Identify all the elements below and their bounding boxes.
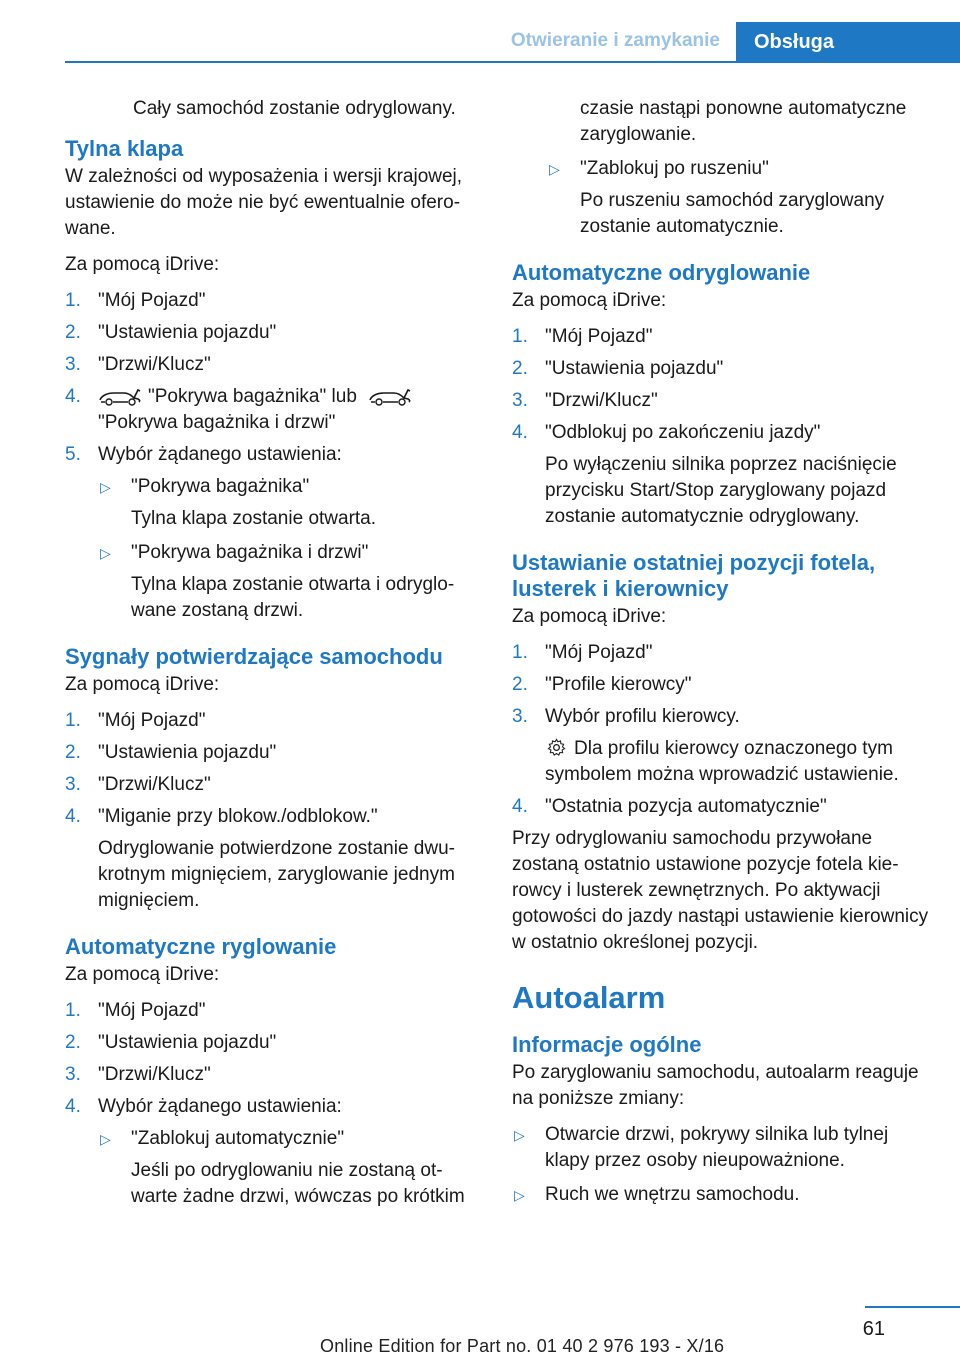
list-item xyxy=(512,1122,930,1174)
step-number: 2. xyxy=(512,358,528,379)
step-desc xyxy=(545,736,930,788)
step-text: Wybór żądanego ustawienia: xyxy=(98,1096,342,1117)
step-number: 4. xyxy=(65,806,81,827)
option-label: "Pokrywa bagażnika" xyxy=(131,476,310,497)
autolock-options xyxy=(98,1126,480,1210)
autounlock-via: Za pomocą iDrive: xyxy=(512,290,667,311)
list-item xyxy=(65,1094,480,1210)
list-item xyxy=(65,804,480,914)
step-text: "Pokrywa bagażnika" lub xyxy=(148,386,357,407)
step-desc: Odryglowanie potwierdzone zostanie dwukrotnym mignięciem, zaryglowanie jednym mignięciem. xyxy=(98,838,455,911)
step-text: "Drzwi/Klucz" xyxy=(545,390,658,411)
step-text: "Profile kierowcy" xyxy=(545,674,692,695)
step-number: 2. xyxy=(65,322,81,343)
step-number: 4. xyxy=(512,796,528,817)
step-text: "Ustawienia pojazdu" xyxy=(98,742,277,763)
autolock-via: Za pomocą iDrive: xyxy=(65,964,220,985)
list-item xyxy=(512,704,930,788)
tailgate-heading: Tylna klapa xyxy=(65,136,184,161)
list-item xyxy=(65,772,480,798)
item-text: Otwarcie drzwi, pokrywy silnika lub tylnej klapy przez osoby nieupoważnione. xyxy=(545,1124,889,1171)
step-number: 4. xyxy=(512,422,528,443)
step-number: 1. xyxy=(65,1000,81,1021)
step-text: "Ustawienia pojazdu" xyxy=(98,322,277,343)
step-number: 3. xyxy=(65,774,81,795)
tailgate-para: W zależności od wyposażenia i wersji krajowej, ustawienie do może nie być ewentualnie oferowane. xyxy=(65,166,463,239)
step-text: "Mój Pojazd" xyxy=(98,290,206,311)
header-tab-label: Obsługa xyxy=(754,31,835,53)
step-text: Wybór profilu kierowcy. xyxy=(545,706,740,727)
car-tailgate-icon xyxy=(98,386,142,406)
triangle-right-icon: ▷ xyxy=(514,1127,525,1143)
step-number: 4. xyxy=(65,386,81,407)
list-item xyxy=(512,324,930,350)
list-item xyxy=(512,672,930,698)
page-number: 61 xyxy=(862,1318,885,1340)
left-column xyxy=(65,96,480,1218)
list-item xyxy=(65,1030,480,1056)
step-note: Dla profilu kierowcy oznaczonego tym symbolem można wprowadzić ustawienie. xyxy=(545,738,899,785)
list-item xyxy=(512,640,930,666)
footer-edition: Online Edition for Part no. 01 40 2 976 193 - X/16 xyxy=(320,1336,725,1356)
triangle-right-icon: ▷ xyxy=(100,545,111,561)
step-number: 1. xyxy=(512,642,528,663)
autolock-heading: Automatyczne ryglowanie xyxy=(65,934,337,959)
alarm-heading: Autoalarm xyxy=(512,980,666,1015)
autolock-options-continued xyxy=(512,156,930,240)
list-item xyxy=(65,320,480,346)
step-number: 5. xyxy=(65,444,81,465)
lastpos-para: Przy odryglowaniu samochodu przywołane zostaną ostatnio ustawione pozycje fotela kierowcy i lusterek zewnętrznych. Po aktywacji gotowości do jazdy nastąpi ustawienie kierownicy w ostatnio określonej pozycji. xyxy=(512,828,929,953)
gear-icon xyxy=(547,738,566,757)
step-number: 3. xyxy=(65,1064,81,1085)
list-item xyxy=(512,356,930,382)
list-item xyxy=(65,998,480,1024)
alarm-subheading: Informacje ogólne xyxy=(512,1032,702,1057)
list-item xyxy=(98,1126,480,1210)
step-text: "Mój Pojazd" xyxy=(98,710,206,731)
option-desc: Po ruszeniu samochód zaryglowany zostanie automatycznie. xyxy=(580,190,885,237)
option-desc: Tylna klapa zostanie otwarta. xyxy=(131,508,377,529)
list-item xyxy=(65,288,480,314)
intro-text: Cały samochód zostanie odryglowany. xyxy=(133,98,456,119)
option-label: "Pokrywa bagażnika i drzwi" xyxy=(131,542,369,563)
tailgate-options xyxy=(98,474,480,624)
step-number: 2. xyxy=(65,742,81,763)
list-item xyxy=(98,474,480,532)
tailgate-steps xyxy=(65,288,480,624)
step-text: "Ostatnia pozycja automatycznie" xyxy=(545,796,827,817)
header-rule xyxy=(65,61,960,63)
step-text: "Mój Pojazd" xyxy=(545,642,653,663)
step-text: "Miganie przy blokow./odblokow." xyxy=(98,806,378,827)
tailgate-via: Za pomocą iDrive: xyxy=(65,254,220,275)
list-item xyxy=(65,1062,480,1088)
header-tab xyxy=(736,22,960,63)
list-item xyxy=(65,384,480,436)
step-number: 1. xyxy=(65,290,81,311)
option-desc: Jeśli po odryglowaniu nie zostaną otwarte żadne drzwi, wówczas po krótkim xyxy=(131,1160,465,1207)
step-number: 1. xyxy=(65,710,81,731)
option-label: "Zablokuj po ruszeniu" xyxy=(580,158,769,179)
list-item xyxy=(512,388,930,414)
autounlock-steps xyxy=(512,324,930,530)
step-number: 1. xyxy=(512,326,528,347)
option-desc: Tylna klapa zostanie otwarta i odryglowane zostaną drzwi. xyxy=(131,574,455,621)
triangle-right-icon: ▷ xyxy=(549,161,560,177)
triangle-right-icon: ▷ xyxy=(514,1187,525,1203)
footer-rule xyxy=(865,1306,960,1308)
step-desc: Po wyłączeniu silnika poprzez naciśnięcie przycisku Start/Stop zaryglowany pojazd zostanie automatycznie odryglowany. xyxy=(545,454,897,527)
continued-text: czasie nastąpi ponowne automatyczne zaryglowanie. xyxy=(580,98,907,145)
triangle-right-icon: ▷ xyxy=(100,479,111,495)
autounlock-heading: Automatyczne odryglowanie xyxy=(512,260,811,285)
step-text: "Drzwi/Klucz" xyxy=(98,1064,211,1085)
step-text: "Mój Pojazd" xyxy=(545,326,653,347)
step-number: 3. xyxy=(512,706,528,727)
lastpos-heading: Ustawianie ostatniej pozycji fotela, lusterek i kierownicy xyxy=(512,550,876,601)
step-number: 3. xyxy=(65,354,81,375)
signals-steps xyxy=(65,708,480,914)
alarm-para: Po zaryglowaniu samochodu, autoalarm reaguje na poniższe zmiany: xyxy=(512,1062,919,1109)
autolock-steps xyxy=(65,998,480,1210)
option-label: "Zablokuj automatycznie" xyxy=(131,1128,345,1149)
list-item xyxy=(512,420,930,530)
step-text: "Pokrywa bagażnika i drzwi" xyxy=(98,412,336,433)
car-tailgate-doors-icon xyxy=(368,386,412,406)
list-item xyxy=(65,442,480,624)
step-text: "Drzwi/Klucz" xyxy=(98,774,211,795)
list-item xyxy=(512,1182,930,1208)
step-text: Wybór żądanego ustawienia: xyxy=(98,444,342,465)
list-item xyxy=(98,540,480,624)
step-text: "Ustawienia pojazdu" xyxy=(545,358,724,379)
step-number: 2. xyxy=(65,1032,81,1053)
step-text: "Mój Pojazd" xyxy=(98,1000,206,1021)
list-item xyxy=(65,708,480,734)
lastpos-via: Za pomocą iDrive: xyxy=(512,606,667,627)
step-text: "Ustawienia pojazdu" xyxy=(98,1032,277,1053)
item-text: Ruch we wnętrzu samochodu. xyxy=(545,1184,800,1205)
list-item xyxy=(512,794,930,820)
step-text: "Drzwi/Klucz" xyxy=(98,354,211,375)
step-number: 3. xyxy=(512,390,528,411)
list-item xyxy=(65,352,480,378)
step-number: 2. xyxy=(512,674,528,695)
right-column xyxy=(512,96,930,1216)
step-text: "Odblokuj po zakończeniu jazdy" xyxy=(545,422,821,443)
step-number: 4. xyxy=(65,1096,81,1117)
list-item xyxy=(547,156,930,240)
signals-via: Za pomocą iDrive: xyxy=(65,674,220,695)
header-section-title: Otwieranie i zamykanie xyxy=(510,30,720,51)
signals-heading: Sygnały potwierdzające samochodu xyxy=(65,644,443,669)
lastpos-steps xyxy=(512,640,930,820)
alarm-items xyxy=(512,1122,930,1208)
list-item xyxy=(65,740,480,766)
triangle-right-icon: ▷ xyxy=(100,1131,111,1147)
